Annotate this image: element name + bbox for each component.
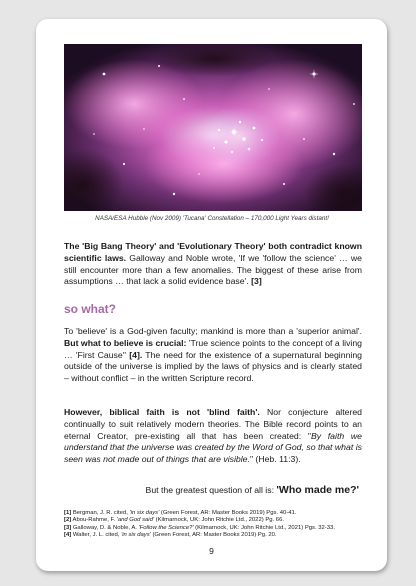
reference-number: [1] xyxy=(64,510,72,516)
reference-publisher: (Kilmarnock, UK: John Ritchie Ltd., 2022) Pg. 66. xyxy=(154,517,284,524)
page xyxy=(36,19,387,571)
closing-bold-question: 'Who made me?' xyxy=(276,484,359,496)
reference-publisher: (Green Forest, AR: Master Books 2019) Pg. 20. xyxy=(150,531,277,538)
paragraph-believe xyxy=(64,326,362,385)
reference-publisher: (Kilmarnock, UK: John Ritchie Ltd., 2021) Pgs. 32-33. xyxy=(193,524,335,531)
reference-author: Galloway, D. & Noble, A. xyxy=(71,524,139,531)
image-caption: NASA/ESA Hubble (Nov 2009) 'Tucana' Constellation – 170,000 Light Years distant! xyxy=(95,215,329,222)
reference-title: 'Follow the Science?' xyxy=(138,524,194,531)
nebula-photo xyxy=(64,44,362,211)
paragraph-text: " (Heb. 11:3). xyxy=(249,454,301,465)
references-list xyxy=(64,510,364,539)
reference-author: Bergman, J. R. cited, xyxy=(71,510,130,516)
paragraph-bold-phrase: But what to believe is crucial: xyxy=(64,337,187,348)
reference-title: 'in six days' xyxy=(121,531,151,538)
paragraph-text: Nor conjecture altered continually to suit relatively modern theories. The Bible record points to an eternal Creator, pre-existing all that has been created: " xyxy=(64,407,363,441)
reference-title: 'in six days' xyxy=(129,510,160,516)
paragraph-text: 'True science points to the concept of a living … 'First Cause'' xyxy=(64,337,363,360)
reference-number: [3] xyxy=(64,524,72,531)
reference-item xyxy=(64,532,364,539)
paragraph-text: The need for the existence of a supernatural beginning outside of the universe is implied by the laws of physics and is clearly stated – without conflict – in the written Scripture record. xyxy=(64,349,362,384)
reference-publisher: (Green Forest, AR: Master Books 2019) Pgs. 40-41. xyxy=(159,510,297,516)
reference-item xyxy=(64,510,364,517)
reference-marker: [3] xyxy=(251,276,262,287)
paragraph-text: Galloway and Noble wrote, 'If we 'follow the science' … we still encounter more than a few anomalies. The biggest of these arise from assumptions … that lack a solid evidence base'. xyxy=(64,252,363,287)
page-number: 9 xyxy=(209,546,214,556)
reference-item xyxy=(64,517,364,524)
paragraph-big-bang xyxy=(64,241,362,288)
scripture-quote: By faith we understand that the universe was created by the Word of God, so that what is seen was not made out of things that are visible. xyxy=(64,430,362,465)
reference-item xyxy=(64,525,364,532)
closing-text: But the greatest question of all is: xyxy=(145,485,277,495)
section-heading: so what? xyxy=(64,302,117,316)
paragraph-bold-lead: However, biblical faith is not 'blind faith'. xyxy=(64,407,260,417)
paragraph-biblical-faith xyxy=(64,407,362,466)
reference-title: 'and God said' xyxy=(116,517,155,524)
closing-question xyxy=(146,484,359,496)
reference-author: Walter, J. L. cited, xyxy=(71,531,122,538)
paragraph-text: To 'believe' is a God-given faculty; mankind is more than a 'superior animal'. xyxy=(64,326,362,336)
reference-marker: [4]. xyxy=(129,349,143,360)
reference-author: Abou-Rahme, F. xyxy=(71,517,117,524)
nebula-image-graphic xyxy=(64,44,362,211)
reference-number: [2] xyxy=(64,517,72,524)
paragraph-bold-lead: The 'Big Bang Theory' and 'Evolutionary Theory' both contradict known scientific laws. xyxy=(64,241,362,263)
reference-number: [4] xyxy=(64,531,72,538)
